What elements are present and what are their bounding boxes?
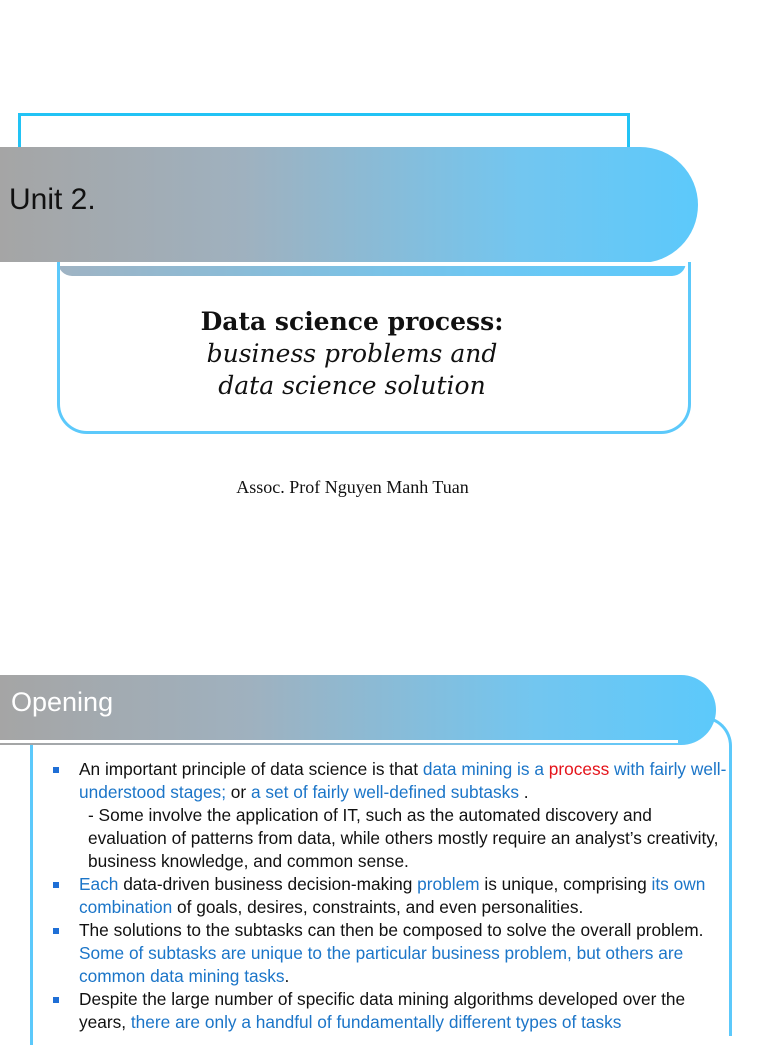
bullet-text-highlight: its own combination <box>79 874 706 917</box>
bullet-text: of goals, desires, constraints, and even personalities. <box>172 897 584 917</box>
subtitle-line-2: data science solution <box>218 371 486 400</box>
subtitle-heading: Data science process: <box>200 307 504 336</box>
opening-divider <box>0 740 678 743</box>
bullet-square-icon <box>53 997 59 1003</box>
list-item <box>48 919 728 988</box>
bullet-subtext: - Some involve the application of IT, such as the automated discovery and evaluation of patterns from data, while others mostly require an analyst’s creativity, business knowledge, and common sense. <box>88 805 719 871</box>
opening-slide <box>0 620 768 1032</box>
bullet-text: data-driven business decision-making <box>118 874 418 894</box>
list-item <box>48 758 728 873</box>
bullet-text-highlight: Some of subtasks are unique to the particular business problem, but others are common data mining tasks <box>79 943 684 986</box>
bullet-text-highlight: a set of fairly well-defined subtasks <box>250 782 519 802</box>
bullet-text-highlight: Each <box>79 874 119 894</box>
unit-title: Unit 2. <box>9 183 96 216</box>
bullet-text: . <box>284 966 290 986</box>
bullet-text: . <box>518 782 529 802</box>
subtitle <box>57 306 647 402</box>
subtitle-line-1: business problems and <box>206 339 498 368</box>
bullet-text: is unique, comprising <box>479 874 652 894</box>
bullet-text-highlight: with fairly well-understood stages; <box>79 759 727 802</box>
bullet-text: Despite the large number of specific data mining algorithms developed over the years, <box>79 989 686 1032</box>
bullet-text: or <box>226 782 251 802</box>
content-frame-left <box>30 745 33 1045</box>
slide-title: Opening <box>11 687 114 717</box>
bullet-square-icon <box>53 928 59 934</box>
bullet-text-emphasis: process <box>548 759 610 779</box>
bullet-text-highlight: problem <box>417 874 480 894</box>
list-item <box>48 988 728 1034</box>
bullet-text-highlight: there are only a handful of fundamentally different types of tasks <box>130 1012 622 1032</box>
bullet-square-icon <box>53 882 59 888</box>
bullet-text: An important principle of data science is that <box>79 759 423 779</box>
title-banner <box>0 147 698 263</box>
bullet-text-highlight: data mining is a <box>422 759 549 779</box>
bullet-square-icon <box>53 767 59 773</box>
list-item <box>48 873 728 919</box>
bullet-list <box>48 758 728 1034</box>
bullet-text: The solutions to the subtasks can then be composed to solve the overall problem. <box>79 920 704 940</box>
author: Assoc. Prof Nguyen Manh Tuan <box>236 477 469 497</box>
